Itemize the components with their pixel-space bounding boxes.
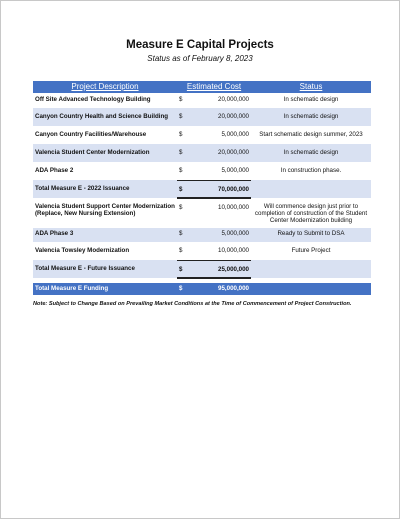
row-currency: $ bbox=[177, 180, 191, 198]
document-title: Measure E Capital Projects bbox=[126, 39, 274, 51]
row-description: ADA Phase 3 bbox=[33, 228, 177, 242]
row-currency: $ bbox=[179, 96, 183, 103]
footnote: Note: Subject to Change Based on Prevailing Market Conditions at the Time of Commencement of Project Construction. bbox=[33, 301, 352, 307]
header-estimated-cost: Estimated Cost bbox=[177, 81, 251, 93]
row-status: Will commence design just prior to completion of construction of the Student Center Modernization building bbox=[254, 203, 368, 224]
row-status: Future Project bbox=[291, 247, 331, 254]
table-row bbox=[33, 126, 371, 144]
row-currency: $ bbox=[177, 144, 191, 162]
row-description: Valencia Student Support Center Modernization (Replace, New Nursing Extension) bbox=[35, 203, 175, 217]
subtotal-row bbox=[33, 180, 371, 198]
row-currency: $ bbox=[177, 283, 191, 295]
row-amount: 20,000,000 bbox=[191, 108, 251, 126]
subtotal-row bbox=[33, 260, 371, 278]
row-status: Start schematic design summer, 2023 bbox=[259, 131, 363, 138]
row-description: Canyon Country Facilities/Warehouse bbox=[35, 131, 147, 138]
row-status: In schematic design bbox=[283, 96, 339, 103]
row-amount: 5,000,000 bbox=[191, 162, 251, 180]
document-subtitle: Status as of February 8, 2023 bbox=[147, 54, 253, 63]
row-description: Total Measure E - 2022 Issuance bbox=[33, 180, 177, 198]
table-row bbox=[33, 198, 371, 228]
row-amount: 5,000,000 bbox=[191, 228, 251, 242]
row-status: In construction phase. bbox=[280, 167, 342, 174]
row-status: In schematic design bbox=[251, 108, 371, 126]
row-amount: 10,000,000 bbox=[191, 242, 251, 260]
row-currency: $ bbox=[177, 108, 191, 126]
header-project-description: Project Description bbox=[33, 81, 177, 93]
row-currency: $ bbox=[177, 162, 191, 180]
grand-total-row bbox=[33, 283, 371, 295]
table-row bbox=[33, 228, 371, 242]
row-amount: 20,000,000 bbox=[191, 144, 251, 162]
capital-projects-table bbox=[33, 81, 371, 295]
table-row bbox=[33, 108, 371, 126]
row-amount: 20,000,000 bbox=[218, 96, 249, 103]
row-amount: 70,000,000 bbox=[191, 180, 251, 198]
row-currency: $ bbox=[177, 260, 191, 278]
row-description: Valencia Student Center Modernization bbox=[33, 144, 177, 162]
row-description: Valencia Towsley Modernization bbox=[35, 247, 130, 254]
row-status bbox=[251, 260, 371, 278]
row-description: ADA Phase 2 bbox=[35, 167, 74, 174]
table-row bbox=[33, 162, 371, 180]
row-status bbox=[251, 283, 371, 295]
table-header-row bbox=[33, 81, 371, 93]
row-amount: 5,000,000 bbox=[221, 131, 249, 138]
row-currency: $ bbox=[179, 131, 183, 138]
row-status: Ready to Submit to DSA bbox=[251, 228, 371, 242]
row-description: Total Measure E Funding bbox=[33, 283, 177, 295]
row-amount: 25,000,000 bbox=[191, 260, 251, 278]
row-amount: 95,000,000 bbox=[191, 283, 251, 295]
row-amount: 10,000,000 bbox=[218, 204, 249, 211]
row-description: Off Site Advanced Technology Building bbox=[35, 96, 151, 103]
table-row bbox=[33, 144, 371, 162]
header-status: Status bbox=[251, 81, 371, 93]
row-description: Total Measure E - Future Issuance bbox=[33, 260, 177, 278]
row-currency: $ bbox=[179, 204, 183, 211]
row-status bbox=[251, 180, 371, 198]
row-description: Canyon Country Health and Science Building bbox=[33, 108, 177, 126]
row-currency: $ bbox=[177, 242, 191, 260]
row-status: In schematic design bbox=[251, 144, 371, 162]
table-row bbox=[33, 242, 371, 260]
table-row bbox=[33, 93, 371, 108]
row-currency: $ bbox=[177, 228, 191, 242]
